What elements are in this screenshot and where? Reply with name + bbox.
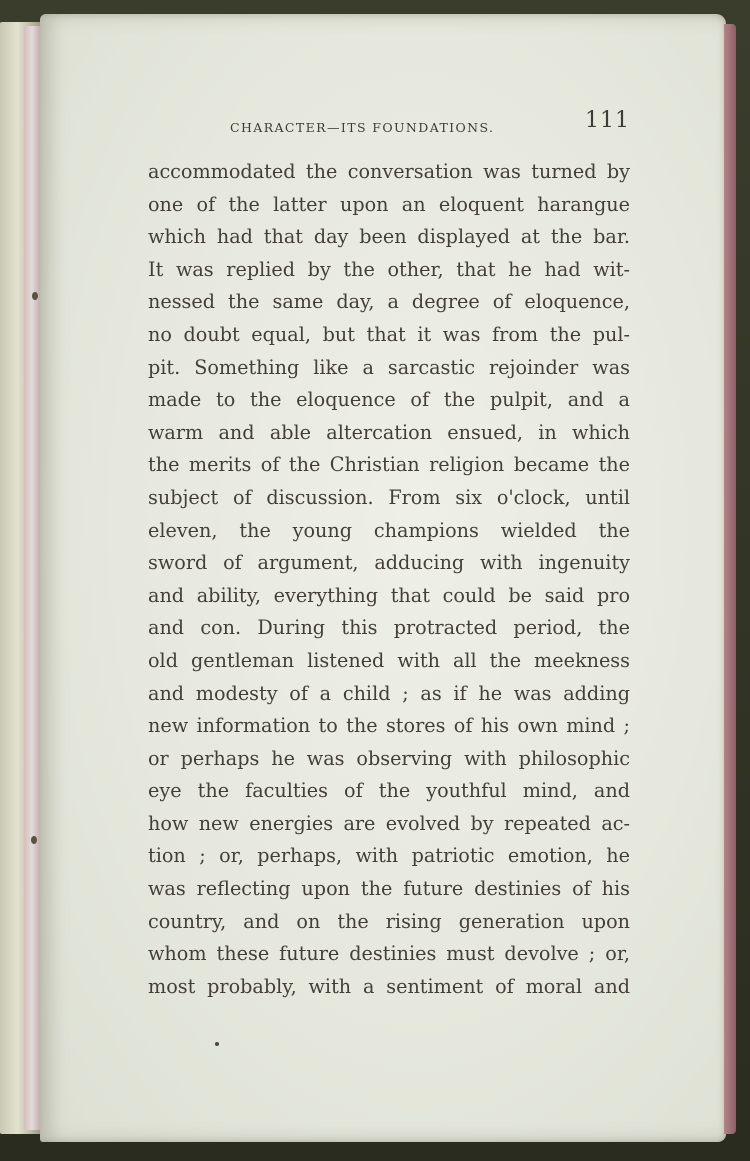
text-line: warm and able altercation ensued, in which xyxy=(148,420,630,444)
text-line: one of the latter upon an eloquent harangue xyxy=(148,192,630,216)
page-number: 111 xyxy=(585,108,630,133)
text-line: eleven, the young champions wielded the xyxy=(148,518,630,542)
binding-stitch xyxy=(32,292,38,300)
text-line: no doubt equal, but that it was from the pul- xyxy=(148,322,630,346)
text-line: made to the eloquence of the pulpit, and a xyxy=(148,388,630,412)
text-line: whom these future destinies must devolve ; or, xyxy=(148,942,630,966)
text-line: which had that day been displayed at the bar. xyxy=(148,225,630,249)
text-line: most probably, with a sentiment of moral and xyxy=(148,974,630,998)
binding-stitch xyxy=(31,836,37,844)
text-line: country, and on the rising generation upon xyxy=(148,909,630,933)
text-line: new information to the stores of his own mind ; xyxy=(148,714,630,738)
body-text xyxy=(148,156,630,1003)
text-line: subject of discussion. From six o'clock, until xyxy=(148,485,630,509)
page-header xyxy=(148,108,630,138)
page-speck xyxy=(215,1042,219,1046)
text-line: was reflecting upon the future destinies of his xyxy=(148,877,630,901)
text-line: how new energies are evolved by repeated ac- xyxy=(148,811,630,835)
text-line: and con. During this protracted period, the xyxy=(148,616,630,640)
text-line: It was replied by the other, that he had wit- xyxy=(148,257,630,281)
text-line: nessed the same day, a degree of eloquence, xyxy=(148,290,630,314)
text-line: or perhaps he was observing with philosophic xyxy=(148,746,630,770)
text-line: sword of argument, adducing with ingenuity xyxy=(148,551,630,575)
book-cover-edge xyxy=(724,24,736,1134)
running-head: CHARACTER—ITS FOUNDATIONS. xyxy=(230,120,495,135)
text-line: and modesty of a child ; as if he was adding xyxy=(148,681,630,705)
text-line: tion ; or, perhaps, with patriotic emotion, he xyxy=(148,844,630,868)
text-line: and ability, everything that could be said pro xyxy=(148,583,630,607)
text-line: accommodated the conversation was turned by xyxy=(148,160,630,183)
text-line: eye the faculties of the youthful mind, and xyxy=(148,779,630,803)
text-line: the merits of the Christian religion became the xyxy=(148,453,630,477)
text-line: pit. Something like a sarcastic rejoinder was xyxy=(148,355,630,379)
text-line: old gentleman listened with all the meekness xyxy=(148,648,630,672)
